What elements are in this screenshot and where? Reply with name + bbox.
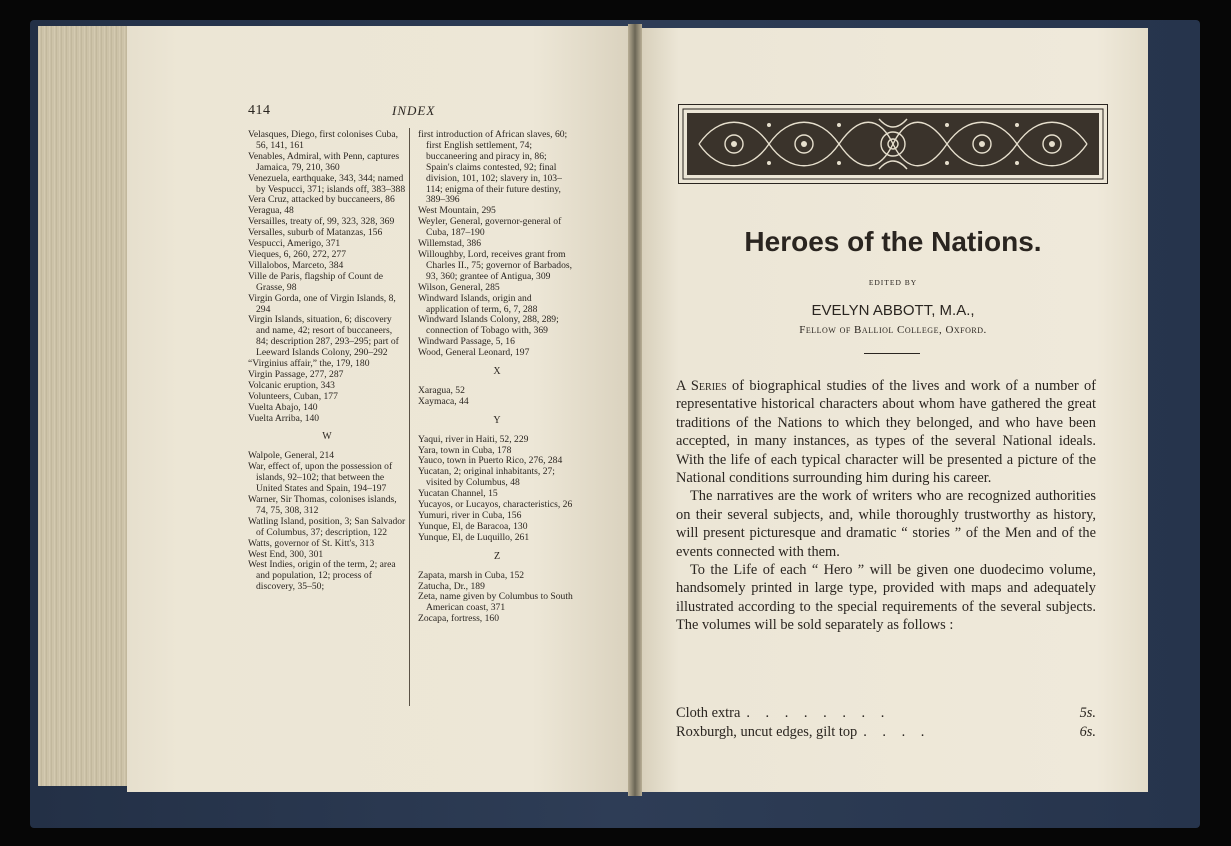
index-entry: Wood, General Leonard, 197 xyxy=(418,347,530,359)
index-entry: Yumuri, river in Cuba, 156 xyxy=(418,510,522,521)
index-entry: Vera Cruz, attacked by buccaneers, 86 xyxy=(248,194,395,206)
price-leader: . . . . xyxy=(863,724,931,740)
index-entry: “Virginius affair,” the, 179, 180 xyxy=(248,358,370,370)
index-entry: Zapata, marsh in Cuba, 152 xyxy=(418,569,525,581)
letter-heading-y: Y xyxy=(493,414,501,426)
index-entry: Zeta, name given by Columbus to South American coast, 371 xyxy=(418,591,573,614)
series-title: Heroes of the Nations. xyxy=(744,226,1042,257)
index-entry: Volcanic eruption, 343 xyxy=(248,379,335,391)
index-entry: Veragua, 48 xyxy=(248,205,294,217)
index-entry: Windward Passage, 5, 16 xyxy=(418,336,515,348)
index-entry: Venezuela, earthquake, 343, 344; named by Vespucci, 371; islands off, 383–388 xyxy=(248,172,406,195)
index-entry: Willemstad, 386 xyxy=(418,238,482,250)
index-column-left xyxy=(248,130,406,593)
index-entry: Velasques, Diego, first colonises Cuba, 56, 141, 161 xyxy=(248,129,399,151)
index-entry: Yara, town in Cuba, 178 xyxy=(418,444,512,456)
index-entry: Volunteers, Cuban, 177 xyxy=(248,390,338,402)
paragraph-1-text: of biographical studies of the lives and work of a number of representative historical characters about whom have gathered the great traditions of the Nations to which they belonged, and who have been accepted, in many instances, as types of the several National ideals. With the life of each typical character will be presented a picture of the National conditions surrounding him during his career. xyxy=(676,378,1096,487)
index-entry: Windward Islands, origin and application of term, 6, 7, 288 xyxy=(418,292,538,315)
price-leader: . . . . . . . . xyxy=(746,705,891,721)
index-entry: Venables, Admiral, with Penn, captures Jamaica, 79, 210, 360 xyxy=(248,150,400,173)
index-entry: Yunque, El, de Luquillo, 261 xyxy=(418,531,530,543)
edited-by-label: EDITED BY xyxy=(868,278,918,287)
paragraph-1 xyxy=(676,377,1096,487)
index-entry: Yaqui, river in Haiti, 52, 229 xyxy=(418,433,529,445)
index-entry: Versailles, treaty of, 99, 323, 328, 369 xyxy=(248,216,395,228)
price-row-roxburgh xyxy=(676,723,1096,742)
index-entry: Yauco, town in Puerto Rico, 276, 284 xyxy=(418,455,563,467)
index-entries-v xyxy=(248,130,406,424)
column-divider xyxy=(409,128,410,706)
decorative-headpiece xyxy=(678,104,1108,184)
price-value: 6s. xyxy=(1079,724,1096,740)
index-entry: West End, 300, 301 xyxy=(248,548,324,560)
index-entry: Yucayos, or Lucayos, characteristics, 26 xyxy=(418,499,573,511)
letter-heading-x: X xyxy=(493,366,501,378)
index-entry: Vespucci, Amerigo, 371 xyxy=(248,238,341,250)
index-entry: first introduction of African slaves, 60; first English settlement, 74; buccaneering and piracy in, 86; Spain's claims contested, 92; final division, 101, 102; slavery in, 103–114; enigma of their future destiny, 389–396 xyxy=(418,129,568,206)
index-entry: Vuelta Arriba, 140 xyxy=(248,412,320,424)
ornament-pattern-icon xyxy=(679,105,1107,183)
index-entry: Weyler, General, governor-general of Cuba, 187–190 xyxy=(418,216,562,239)
index-entry: Windward Islands Colony, 288, 289; connection of Tobago with, 369 xyxy=(418,314,559,337)
index-entry: West Mountain, 295 xyxy=(418,205,496,217)
price-label: Roxburgh, uncut edges, gilt top xyxy=(676,724,858,740)
index-entry: Villalobos, Marceto, 384 xyxy=(248,259,344,271)
index-entry: Yucatan Channel, 15 xyxy=(418,488,498,500)
price-label: Cloth extra xyxy=(676,705,741,721)
index-entry: Ville de Paris, flagship of Count de Grasse, 98 xyxy=(248,270,384,293)
letter-heading-w: W xyxy=(322,431,332,443)
index-entry: War, effect of, upon the possession of islands, 92–102; that between the United States and Spain, 194–197 xyxy=(248,461,393,495)
index-entry: Zocapa, fortress, 160 xyxy=(418,613,499,625)
index-entry: Wilson, General, 285 xyxy=(418,281,500,293)
index-column-right xyxy=(418,130,576,625)
section-rule xyxy=(864,353,920,354)
series-description xyxy=(676,377,1096,635)
book-gutter xyxy=(628,24,642,796)
index-entry: Virgin Islands, situation, 6; discovery and name, 42; resort of buccaneers, 84; description 287, 293–295; part of Leeward Islands Colony, 290–292 xyxy=(248,314,399,359)
index-entry: Vuelta Abajo, 140 xyxy=(248,401,318,413)
editor-name: EVELYN ABBOTT, M.A., xyxy=(811,302,975,319)
index-entry: Virgin Gorda, one of Virgin Islands, 8, 294 xyxy=(248,292,396,315)
index-entry: Versalles, suburb of Matanzas, 156 xyxy=(248,227,383,239)
page-edges xyxy=(38,26,138,786)
paragraph-2: The narratives are the work of writers who are recognized authorities on their several subjects, and, while thoroughly trustworthy as history, will present picturesque and dramatic “ stories ” of the Men and of the events connected with them. xyxy=(676,488,1096,560)
index-entries-z xyxy=(418,571,576,626)
index-entries-x xyxy=(418,386,576,408)
paragraph-1-lead: A Series xyxy=(676,378,727,394)
index-entry: Warner, Sir Thomas, colonises islands, 74, 75, 308, 312 xyxy=(248,494,397,516)
index-entry: Yucatan, 2; original inhabitants, 27; visited by Columbus, 48 xyxy=(418,466,555,489)
index-entries-y xyxy=(418,435,576,544)
index-entry: Yunque, El, de Baracoa, 130 xyxy=(418,520,528,532)
index-entry: Zatucha, Dr., 189 xyxy=(418,580,485,592)
index-entry: Virgin Passage, 277, 287 xyxy=(248,368,344,380)
price-value: 5s. xyxy=(1079,705,1096,721)
page-number: 414 xyxy=(248,103,271,118)
index-entry: West Indies, origin of the term, 2; area and population, 12; process of discovery, 35–50; xyxy=(248,559,396,593)
editor-affiliation: Fellow of Balliol College, Oxford. xyxy=(799,324,987,336)
index-entries-w xyxy=(248,451,406,593)
index-entry: Watts, governor of St. Kitt's, 313 xyxy=(248,537,375,549)
index-entry: Xaragua, 52 xyxy=(418,384,465,396)
index-entry: Vieques, 6, 260, 272, 277 xyxy=(248,248,347,260)
letter-heading-z: Z xyxy=(493,550,501,562)
paragraph-3: To the Life of each “ Hero ” will be given one duodecimo volume, handsomely printed in large type, provided with maps and adequately illustrated according to the special requirements of the several subjects. The volumes will be sold separately as follows : xyxy=(676,562,1096,634)
price-row-cloth xyxy=(676,704,1096,723)
index-entries-w-cont xyxy=(418,130,576,359)
index-entry: Watling Island, position, 3; San Salvador of Columbus, 37; description, 122 xyxy=(248,515,406,538)
running-head: INDEX xyxy=(392,103,436,118)
price-list xyxy=(676,704,1096,742)
index-entry: Walpole, General, 214 xyxy=(248,450,335,462)
index-entry: Willoughby, Lord, receives grant from Charles II., 75; governor of Barbados, 93, 360; grantee of Antigua, 309 xyxy=(418,248,573,282)
index-entry: Xaymaca, 44 xyxy=(418,395,469,407)
